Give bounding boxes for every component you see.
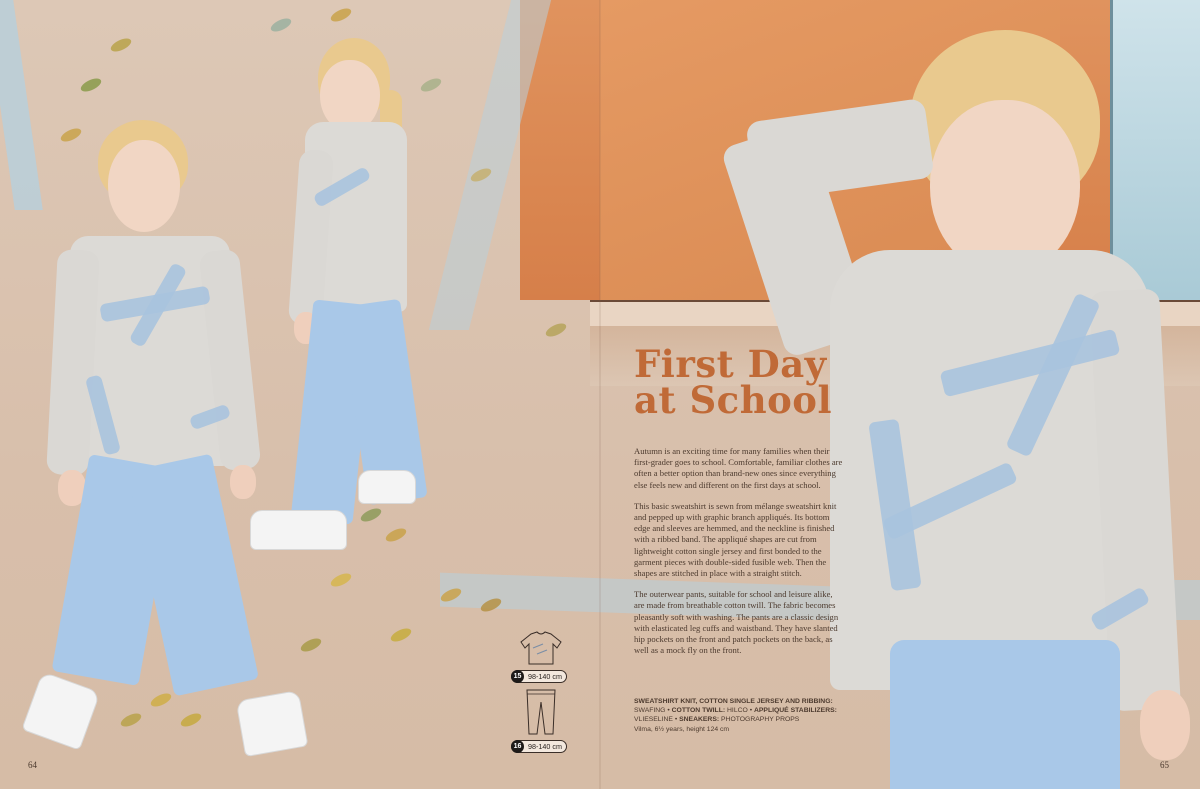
page-number-left: 64: [28, 760, 37, 770]
white-sneaker: [21, 671, 100, 750]
credit-bullet: •: [674, 716, 678, 724]
body-paragraph: The outerwear pants, suitable for school and leisure alike, are made from breathable cotton twill. The fabric becomes pleasantly soft with washing. The pants are a classic design with elasticated leg cuffs and waistband. They have slanted hip pockets on the front and patch pockets on the back, as well as a mock fly on the front.: [634, 589, 839, 656]
child-back-photo: [250, 30, 430, 570]
white-sneaker: [236, 690, 309, 757]
page-number-right: 65: [1160, 760, 1169, 770]
model-info: Vilma, 6½ years, height 124 cm: [634, 725, 730, 733]
child-face: [930, 100, 1080, 275]
credit-heading: APPLIQUÉ STABILIZERS:: [753, 707, 837, 715]
body-paragraph: Autumn is an exciting time for many families when their first-grader goes to school. Comfortable, familiar clothes are often a better option than brand-new ones since everything else feels new and different on the first days at school.: [634, 446, 843, 490]
credit-value: HILCO: [727, 707, 748, 715]
body-paragraph: This basic sweatshirt is sewn from mélange sweatshirt knit and pepped up with graphic branch appliqués. Its bottom edge and sleeves are hemmed, and the neckline is finished with a ribbed band. The appliqué shapes are cut from lightweight cotton single jersey and first bonded to the garment pieces with double-sided fusible web. Then the shapes are stitched in place with a straight stitch.: [634, 500, 837, 579]
credit-heading: SWEATSHIRT KNIT, COTTON SINGLE JERSEY AND RIBBING:: [634, 698, 833, 705]
pattern-15: [511, 630, 569, 682]
title-line-1: First Day: [634, 342, 827, 386]
article-body: [634, 446, 844, 666]
page-gutter: [599, 0, 601, 789]
pants-pattern-icon: [521, 688, 561, 736]
pattern-sizes: 98-140 cm: [528, 742, 562, 751]
article-title: [634, 342, 894, 422]
title-line-2: at School: [634, 378, 833, 422]
credit-bullet: •: [749, 707, 753, 715]
blue-pants: [890, 640, 1120, 789]
white-sneaker: [250, 510, 347, 550]
pattern-size-badge: [511, 670, 567, 683]
credit-value: PHOTOGRAPHY PROPS: [721, 716, 800, 724]
credit-heading: SNEAKERS:: [679, 716, 720, 724]
child-face: [108, 140, 180, 232]
credit-heading: COTTON TWILL:: [671, 707, 726, 715]
pattern-number: 15: [511, 670, 524, 683]
pattern-size-badge: [511, 740, 567, 753]
materials-credits: [634, 697, 844, 734]
credit-bullet: •: [667, 707, 670, 715]
credit-value: SWAFING: [634, 707, 666, 715]
pattern-number: 16: [511, 740, 524, 753]
credit-value: VLIESELINE: [634, 716, 673, 724]
pattern-sizes: 98-140 cm: [528, 672, 562, 681]
white-sneaker: [358, 470, 416, 504]
pattern-16: [511, 688, 569, 752]
child-hand: [1140, 690, 1190, 760]
sweatshirt-pattern-icon: [519, 630, 563, 666]
